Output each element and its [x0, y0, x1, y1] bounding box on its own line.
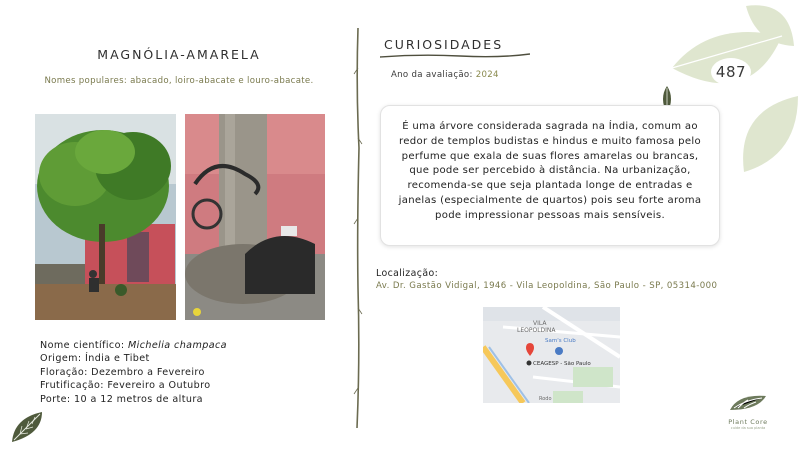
title-underline — [380, 52, 530, 60]
map-district-2: LEOPOLDINA — [517, 327, 556, 334]
map-pin-label: CEAGESP - São Paulo — [533, 361, 591, 367]
scientific-value: Michelia champaca — [127, 340, 227, 351]
evaluation-year — [391, 70, 499, 80]
tree-photo — [35, 114, 176, 320]
brand-logo — [718, 392, 778, 436]
location-dot-icon — [527, 361, 532, 366]
plant-facts — [40, 339, 227, 406]
location-address: Av. Dr. Gastão Vidigal, 1946 - Vila Leopoldina, São Paulo - SP, 05314-000 — [376, 281, 718, 291]
origin: Origem: Índia e Tibet — [40, 353, 150, 365]
plant-title: MAGNÓLIA-AMARELA — [97, 47, 261, 62]
plant-number: 487 — [711, 58, 751, 86]
map-road: Rodo — [539, 396, 552, 402]
location-map[interactable] — [483, 307, 620, 403]
fruiting: Frutificação: Fevereiro a Outubro — [40, 380, 211, 392]
column-divider — [350, 28, 366, 428]
brand-name: Plant Core — [728, 418, 768, 426]
location-label: Localização: — [376, 268, 439, 279]
curiosity-description-card — [380, 105, 720, 246]
brand-tagline: cuide da sua planta — [730, 426, 766, 430]
store-icon — [555, 347, 563, 355]
leaf-icon — [8, 408, 48, 446]
curiosities-title: CURIOSIDADES — [384, 37, 504, 52]
trunk-photo — [185, 114, 325, 320]
year-value: 2024 — [475, 70, 499, 80]
map-store: Sam's Club — [545, 338, 576, 344]
popular-names: Nomes populares: abacado, loiro-abacate e louro-abacate. — [44, 76, 314, 86]
curiosity-description: É uma árvore considerada sagrada na Índia, comum ao redor de templos budistas e hindus e muito famosa pelo perfume que exala de suas flores amarelas ou brancas, que pode ser percebido à distância. Na urbanização, recomenda-se que seja plantada longe de entradas e janelas (especialmente de quartos) pois seu forte aroma pode impressionar pessoas mais sensíveis. — [398, 121, 702, 221]
year-label: Ano da avaliação: — [391, 70, 473, 80]
scientific-label: Nome científico: — [40, 340, 125, 351]
brand-leaf-icon — [728, 392, 768, 414]
flowering: Floração: Dezembro a Fevereiro — [40, 366, 205, 378]
size: Porte: 10 a 12 metros de altura — [40, 393, 203, 405]
map-district-1: VILA — [533, 320, 547, 327]
scientific-name — [40, 339, 227, 352]
